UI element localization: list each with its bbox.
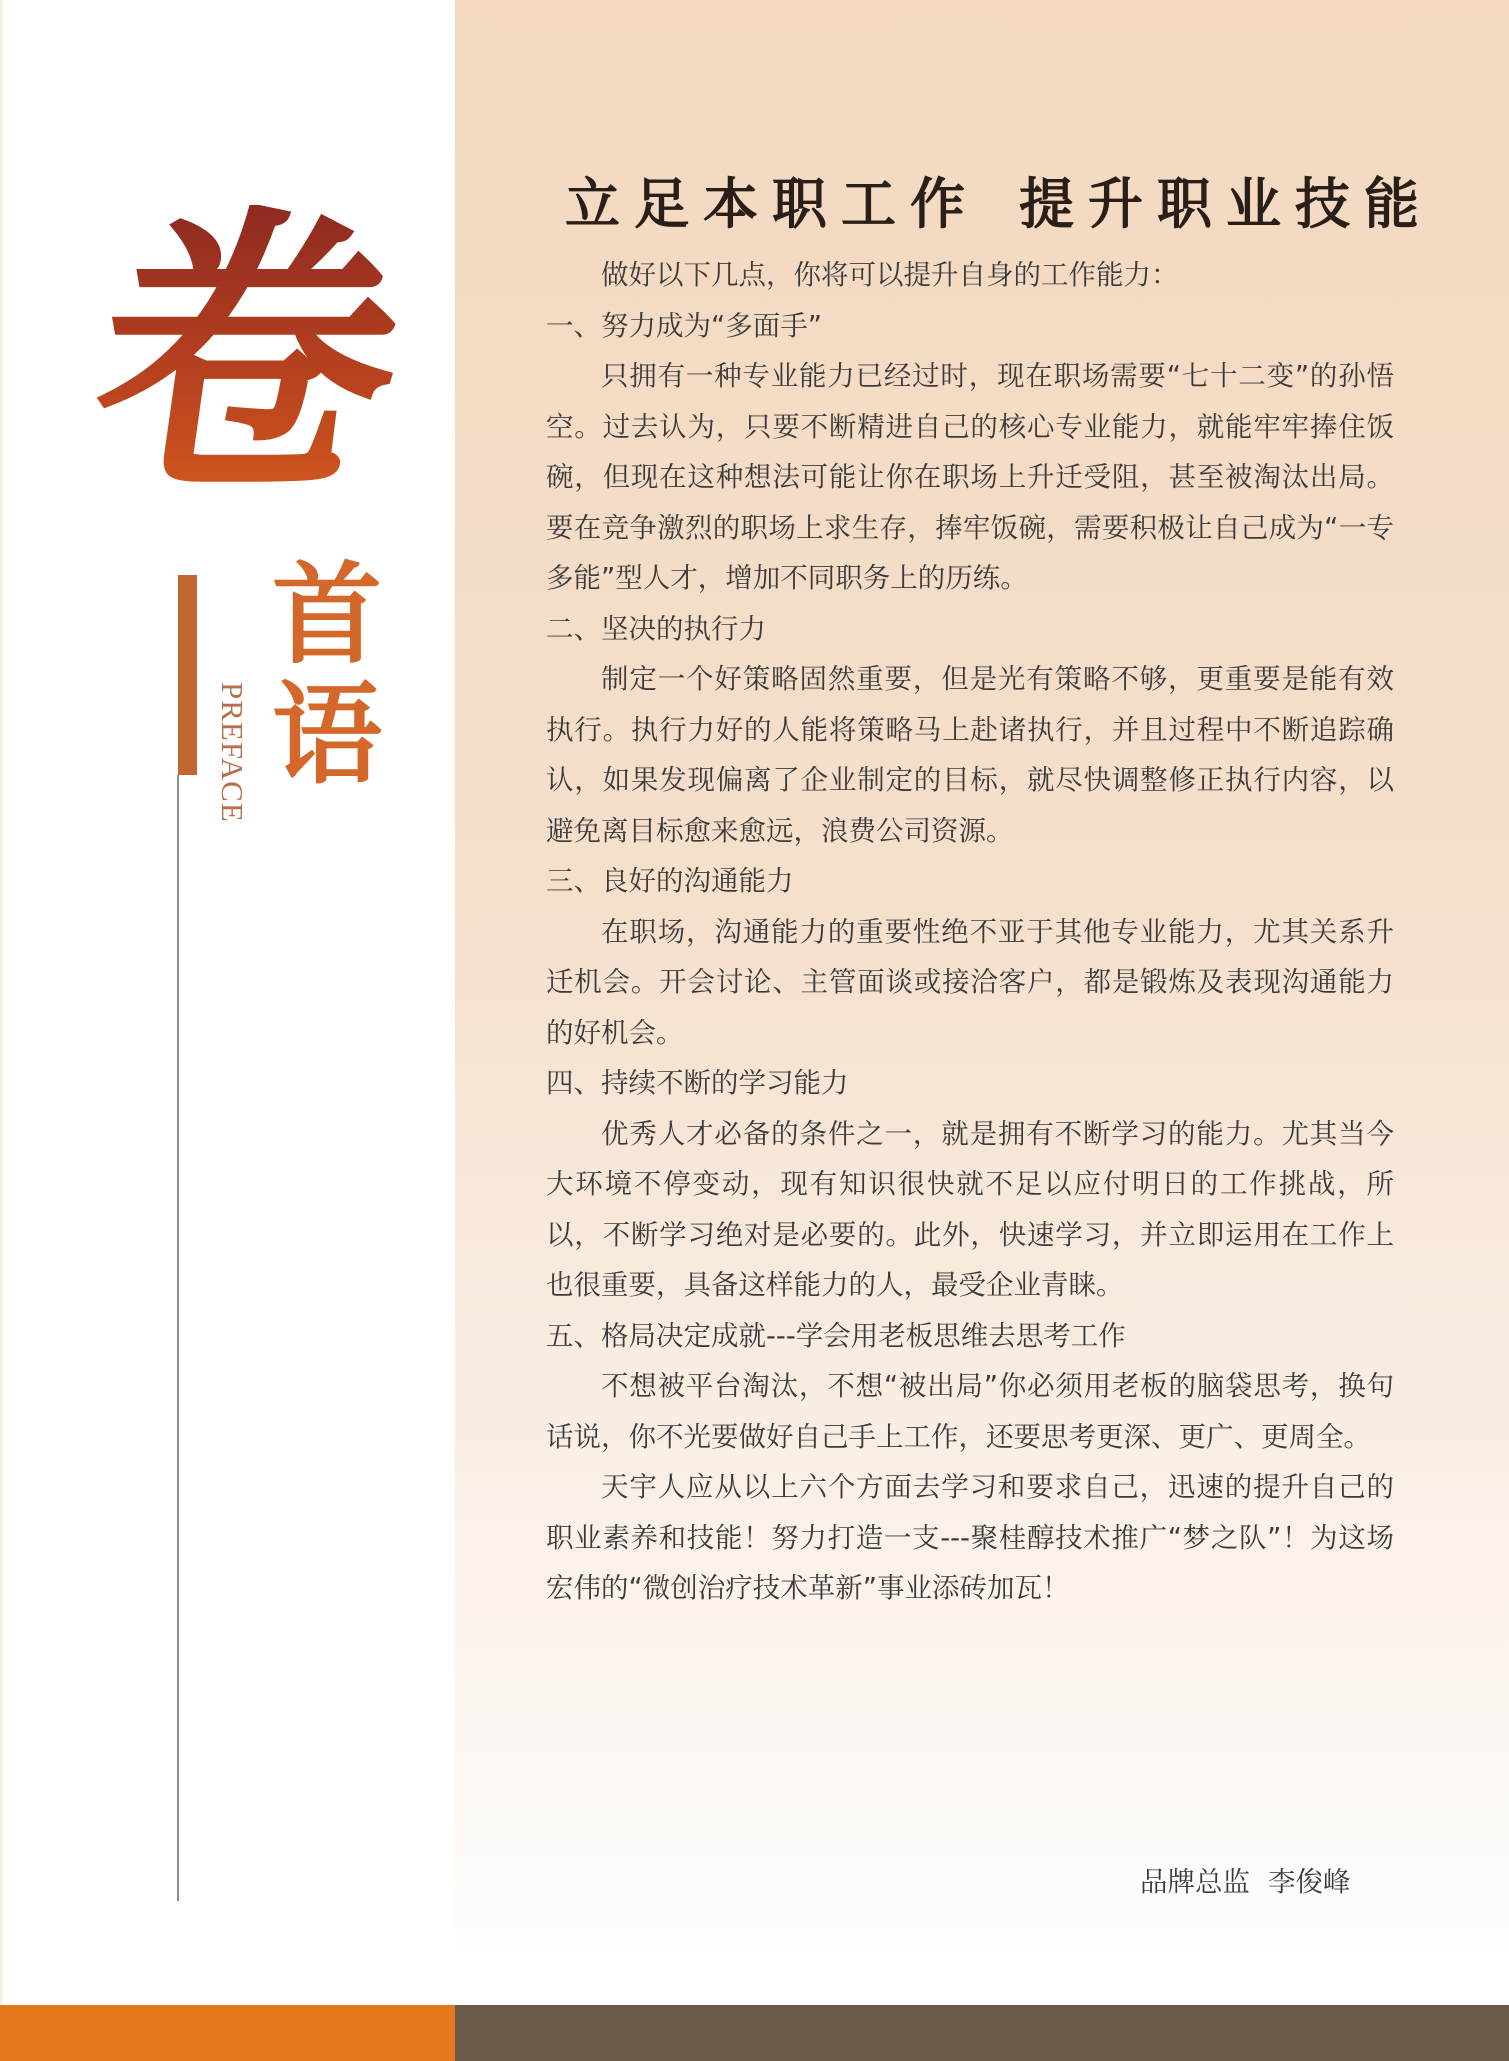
section-heading: 四、持续不断的学习能力 [546,1067,849,1099]
article-signature [1140,1859,1351,1899]
sidebar-title-char-juan: 卷 [73,178,423,531]
section-heading: 五、格局决定成就---学会用老板思维去思考工作 [546,1319,1126,1352]
article-paragraph: 不想被平台淘汰，不想“被出局”你必须用老板的脑袋思考，换句话说，你不光要做好自己手上工作，还要思考更深、更广、更周全。 [546,1370,1394,1453]
signature-role: 品牌总监 [1140,1866,1250,1898]
article-paragraph: 制定一个好策略固然重要，但是光有策略不够，更重要是能有效执行。执行力好的人能将策略马上赴诸执行，并且过程中不断追踪确认，如果发现偏离了企业制定的目标，就尽快调整修正执行内容，以避免离目标愈来愈远，浪费公司资源。 [546,663,1394,847]
article-title [565,160,1434,239]
sidebar-vertical-divider [177,775,179,1901]
article-title-part-1: 立足本职工作 [565,171,980,236]
sidebar-title-char-yu: 语 [272,670,382,799]
section-heading: 一、努力成为“多面手” [546,309,822,342]
article-paragraph: 做好以下几点，你将可以提升自身的工作能力： [601,259,1179,291]
signature-name: 李俊峰 [1268,1866,1351,1898]
section-heading: 三、良好的沟通能力 [546,865,794,897]
article-paragraph: 在职场，沟通能力的重要性绝不亚于其他专业能力，尤其关系升迁机会。开会讨论、主管面谈或接洽客户，都是锻炼及表现沟通能力的好机会。 [546,915,1394,1049]
article-body [546,250,1394,1614]
article-paragraph: 只拥有一种专业能力已经过时，现在职场需要“七十二变”的孙悟空。过去认为，只要不断精进自己的核心专业能力，就能牢牢捧住饭碗，但现在这种想法可能让你在职场上升迁受阻，甚至被淘汰出局。要在竞争激烈的职场上求生存，捧牢饭碗，需要积极让自己成为“一专多能”型人才，增加不同职务上的历练。 [546,360,1394,594]
article-title-part-2: 提升职业技能 [1019,171,1434,236]
sidebar-subtitle-preface: PREFACE [215,682,250,823]
article-paragraph: 天宇人应从以上六个方面去学习和要求自己，迅速的提升自己的职业素养和技能！努力打造一支---聚桂醇技术推广“梦之队”！为这场宏伟的“微创治疗技术革新”事业添砖加瓦！ [546,1471,1394,1604]
section-heading: 二、坚决的执行力 [546,612,766,645]
footer-bar-brown [455,2005,1509,2061]
sidebar-accent-bar [178,575,197,775]
footer-bar-orange [0,2005,455,2061]
article-paragraph: 优秀人才必备的条件之一，就是拥有不断学习的能力。尤其当今大环境不停变动，现有知识很快就不足以应付明日的工作挑战，所以，不断学习绝对是必要的。此外，快速学习，并立即运用在工作上也很重要，具备这样能力的人，最受企业青睐。 [546,1117,1394,1301]
sidebar-title-char-shou: 首 [272,550,382,679]
